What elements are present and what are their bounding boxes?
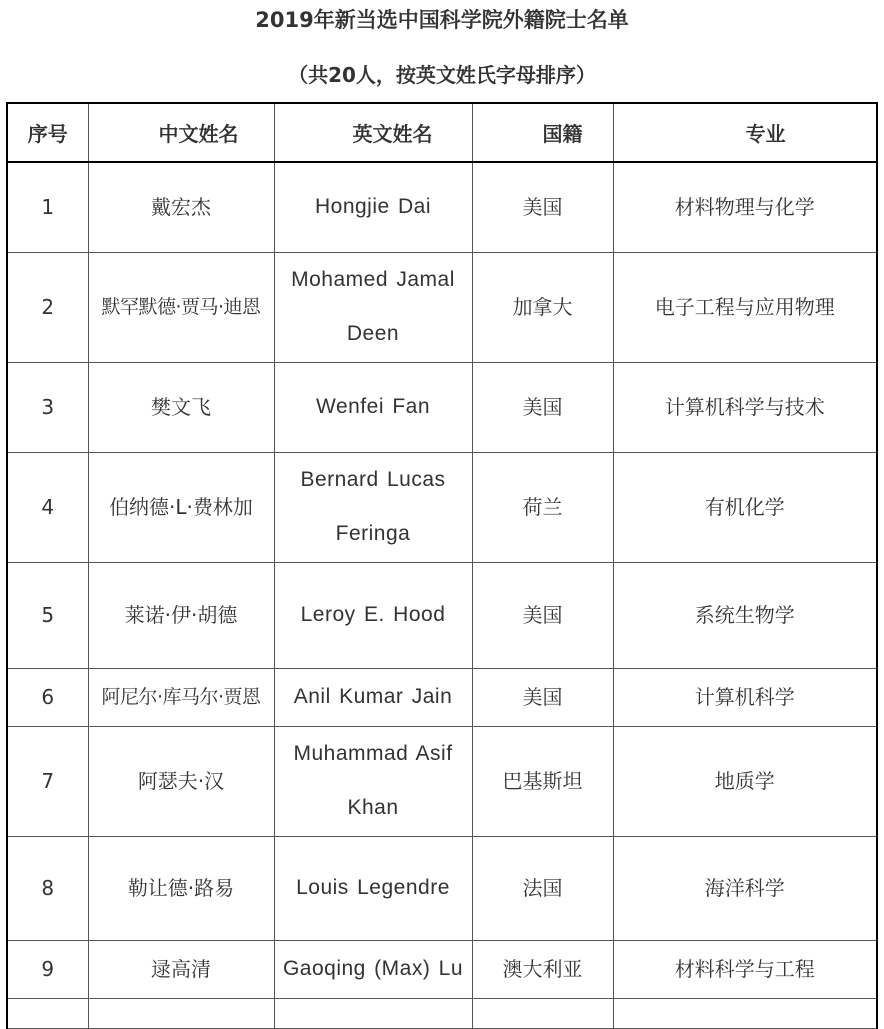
cell-chinese-name: 逯高清 — [88, 940, 274, 998]
cell-english-name: Gaoqing (Max) Lu — [274, 940, 472, 998]
cell-index: 9 — [7, 940, 88, 998]
cell-nationality: 美国 — [472, 668, 613, 726]
cell-chinese-name: 戴宏杰 — [88, 162, 274, 252]
cell-index: 3 — [7, 362, 88, 452]
table-row — [7, 162, 877, 252]
cell-english-name: Mohamed Jamal Deen — [274, 252, 472, 362]
cell-english-name: Hongjie Dai — [274, 162, 472, 252]
cell-nationality: 美国 — [472, 162, 613, 252]
cell-nationality: 加拿大 — [472, 252, 613, 362]
cell-index: 5 — [7, 562, 88, 668]
cell-chinese-name: 勒让德·路易 — [88, 836, 274, 940]
cell-nationality: 美国 — [472, 562, 613, 668]
cell-major: 计算机科学与技术 — [613, 362, 877, 452]
cell-english-name: Anil Kumar Jain — [274, 668, 472, 726]
header-index: 序号 — [7, 103, 88, 162]
cell-english-name: Louis Legendre — [274, 836, 472, 940]
cell-chinese-name: 樊文飞 — [88, 362, 274, 452]
table-row — [7, 836, 877, 940]
cell-major: 系统生物学 — [613, 562, 877, 668]
cell-nationality: 澳大利亚 — [472, 940, 613, 998]
cell-major: 有机化学 — [613, 452, 877, 562]
cell-nationality: 荷兰 — [472, 452, 613, 562]
cell-chinese-name: 默罕默德·贾马·迪恩 — [88, 252, 274, 362]
cell-chinese-name: 莱诺·伊·胡德 — [88, 562, 274, 668]
table-row — [7, 452, 877, 562]
cell-english-name: Leroy E. Hood — [274, 562, 472, 668]
table-row — [7, 362, 877, 452]
cell-major: 计算机科学 — [613, 668, 877, 726]
header-english-name: 英文姓名 — [274, 103, 472, 162]
cell-chinese-name: 伯纳德·L·费林加 — [88, 452, 274, 562]
table-row — [7, 562, 877, 668]
header-nationality: 国籍 — [472, 103, 613, 162]
cell-index: 6 — [7, 668, 88, 726]
cell-english-name: Muhammad Asif Khan — [274, 726, 472, 836]
table-row — [7, 726, 877, 836]
cell-chinese-name: 阿尼尔·库马尔·贾恩 — [88, 668, 274, 726]
cell-chinese-name: 阿瑟夫·汉 — [88, 726, 274, 836]
cell-index: 1 — [7, 162, 88, 252]
cell-index: 7 — [7, 726, 88, 836]
page-title: 2019年新当选中国科学院外籍院士名单 — [255, 8, 629, 32]
cell-major: 海洋科学 — [613, 836, 877, 940]
academician-table — [6, 102, 878, 1029]
table-row — [7, 668, 877, 726]
cell-nationality: 美国 — [472, 362, 613, 452]
cell-major: 电子工程与应用物理 — [613, 252, 877, 362]
cell-english-name: Bernard Lucas Feringa — [274, 452, 472, 562]
cell-nationality: 巴基斯坦 — [472, 726, 613, 836]
cell-major: 材料科学与工程 — [613, 940, 877, 998]
cell-major: 地质学 — [613, 726, 877, 836]
table-header-row — [7, 103, 877, 162]
table-row — [7, 252, 877, 362]
header-chinese-name: 中文姓名 — [88, 103, 274, 162]
cell-index: 8 — [7, 836, 88, 940]
cell-nationality: 法国 — [472, 836, 613, 940]
cell-index: 2 — [7, 252, 88, 362]
cell-major: 材料物理与化学 — [613, 162, 877, 252]
cell-index: 4 — [7, 452, 88, 562]
page-subtitle: （共20人，按英文姓氏字母排序） — [288, 63, 596, 87]
header-major: 专业 — [613, 103, 877, 162]
table-row — [7, 940, 877, 998]
cell-english-name: Wenfei Fan — [274, 362, 472, 452]
